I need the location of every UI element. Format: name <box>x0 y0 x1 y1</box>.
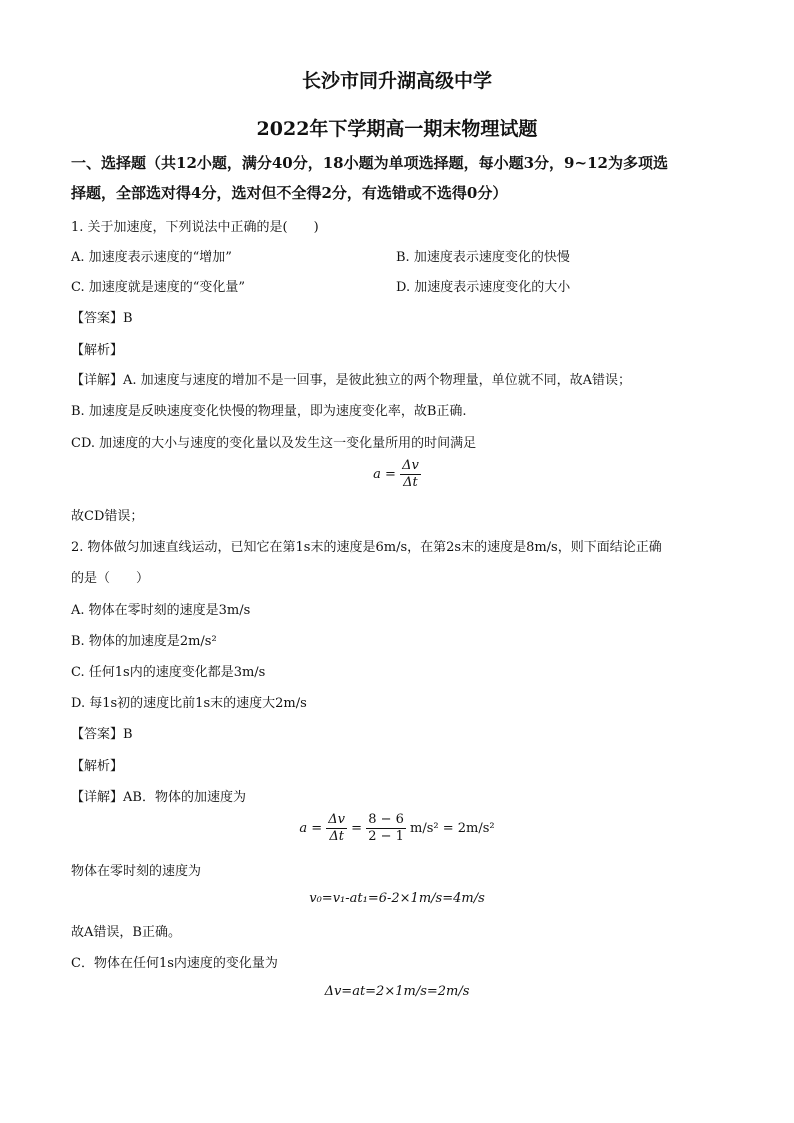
q2-stem-line1: 2. 物体做匀加速直线运动，已知它在第1s末的速度是6m/s，在第2s末的速度是8m/s，则下面结论正确 <box>71 540 662 555</box>
q2-formula-1-fraction-b <box>366 812 406 845</box>
q2-detail-3: 故A错误，B正确。 <box>71 925 181 940</box>
q1-analysis-label: 【解析】 <box>71 343 124 358</box>
q1-formula-denominator: Δt <box>403 475 418 490</box>
q1-option-a: A. 加速度表示速度的“增加” <box>71 250 232 265</box>
q2-formula-1-lhs: a = <box>299 821 323 836</box>
q1-formula-numerator: Δv <box>402 458 419 473</box>
q1-formula-fraction <box>400 458 421 491</box>
q2-option-d: D. 每1s初的速度比前1s末的速度大2m/s <box>71 696 307 711</box>
section-heading-line1: 一、选择题（共12小题，满分40分，18小题为单项选择题，每小题3分，9~12为多项选 <box>71 154 668 172</box>
q2-option-a: A. 物体在零时刻的速度是3m/s <box>71 603 251 618</box>
q1-option-b: B. 加速度表示速度变化的快慢 <box>396 250 570 265</box>
q2-option-b: B. 物体的加速度是2m/s² <box>71 634 217 649</box>
q2-formula-1-numerator-a: Δv <box>328 812 345 827</box>
q1-formula <box>0 458 794 491</box>
q2-answer: 【答案】B <box>71 727 133 742</box>
q1-detail-3: CD. 加速度的大小与速度的变化量以及发生这一变化量所用的时间满足 <box>71 436 477 451</box>
q1-detail-2: B. 加速度是反映速度变化快慢的物理量，即为速度变化率，故B正确. <box>71 404 467 419</box>
exam-title: 2022年下学期高一期末物理试题 <box>256 118 538 140</box>
q2-formula-1-denominator-a: Δt <box>329 829 344 844</box>
q1-detail-1: 【详解】A. 加速度与速度的增加不是一回事，是彼此独立的两个物理量，单位就不同，故A错误； <box>71 373 632 388</box>
q1-option-c: C. 加速度就是速度的“变化量” <box>71 280 246 295</box>
q2-detail-2: 物体在零时刻的速度为 <box>71 864 202 879</box>
section-heading-line2: 择题，全部选对得4分，选对但不全得2分，有选错或不选得0分） <box>71 184 508 202</box>
q2-detail-4: C．物体在任何1s内速度的变化量为 <box>71 956 278 971</box>
q1-answer: 【答案】B <box>71 311 133 326</box>
q1-option-d: D. 加速度表示速度变化的大小 <box>396 280 571 295</box>
q2-detail-1: 【详解】AB．物体的加速度为 <box>71 790 246 805</box>
q2-formula-1-equals: = <box>351 821 363 836</box>
q2-option-c: C. 任何1s内的速度变化都是3m/s <box>71 665 266 680</box>
q2-formula-2: v₀=v₁-at₁=6-2×1m/s=4m/s <box>309 891 485 906</box>
q1-formula-lhs: a = <box>373 467 396 482</box>
q2-formula-1 <box>0 812 794 845</box>
q2-formula-1-denominator-b: 2 − 1 <box>368 829 404 844</box>
q2-formula-3: Δv=at=2×1m/s=2m/s <box>324 984 470 999</box>
school-title: 长沙市同升湖高级中学 <box>301 70 492 92</box>
q2-analysis-label: 【解析】 <box>71 759 124 774</box>
q2-formula-1-numerator-b: 8 − 6 <box>368 812 404 827</box>
q1-stem: 1. 关于加速度，下列说法中正确的是( ) <box>71 220 319 235</box>
q2-formula-1-fraction-a <box>326 812 347 845</box>
q2-stem-line2: 的是（ ） <box>71 571 150 586</box>
q1-detail-4: 故CD错误； <box>71 509 144 524</box>
q2-formula-1-rhs: m/s² = 2m/s² <box>410 821 495 836</box>
